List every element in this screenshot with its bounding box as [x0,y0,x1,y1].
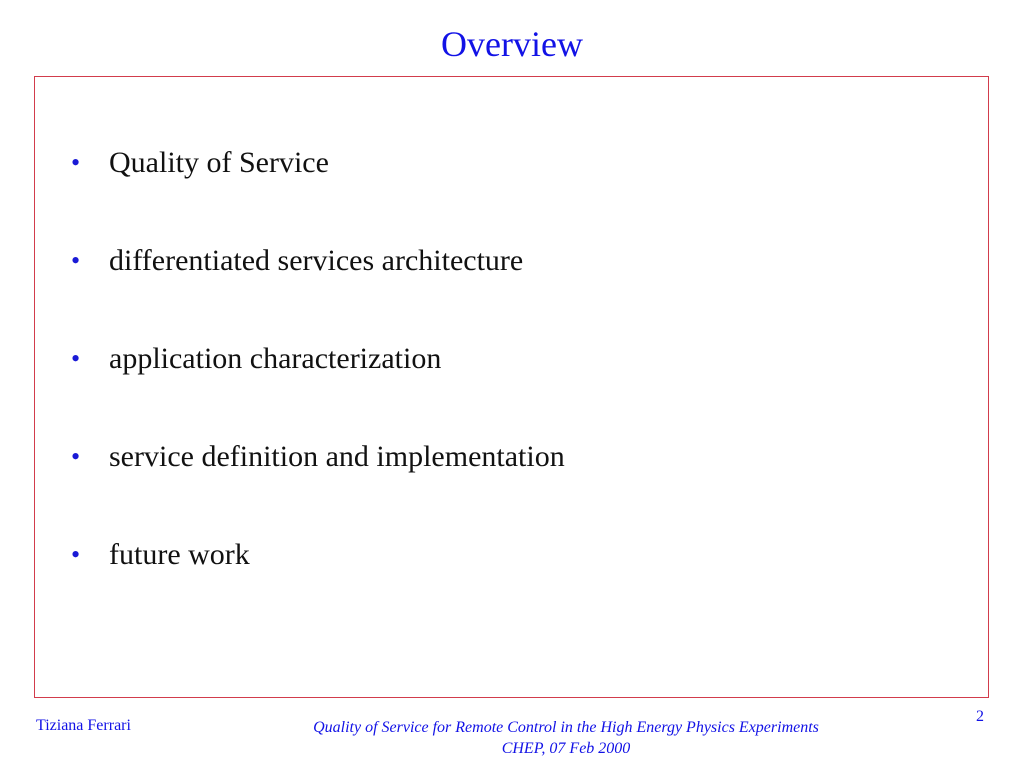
bullet-dot-icon: • [71,148,81,177]
bullet-text: future work [109,538,250,571]
bullet-dot-icon: • [71,540,81,569]
footer-title-line: Quality of Service for Remote Control in the High Energy Physics Experiments [313,719,819,736]
bullet-text: service definition and implementation [109,440,565,473]
footer-author: Tiziana Ferrari [36,717,131,734]
bullet-dot-icon: • [71,246,81,275]
footer-presentation-title [200,717,932,759]
bullet-text: differentiated services architecture [109,244,524,277]
content-frame [34,76,989,698]
footer-conference-line: CHEP, 07 Feb 2000 [501,740,631,757]
bullet-dot-icon: • [71,442,81,471]
slide-title: Overview [441,24,583,64]
page-number: 2 [976,708,984,725]
bullet-text: Quality of Service [109,146,329,179]
bullet-dot-icon: • [71,344,81,373]
bullet-text: application characterization [109,342,442,375]
